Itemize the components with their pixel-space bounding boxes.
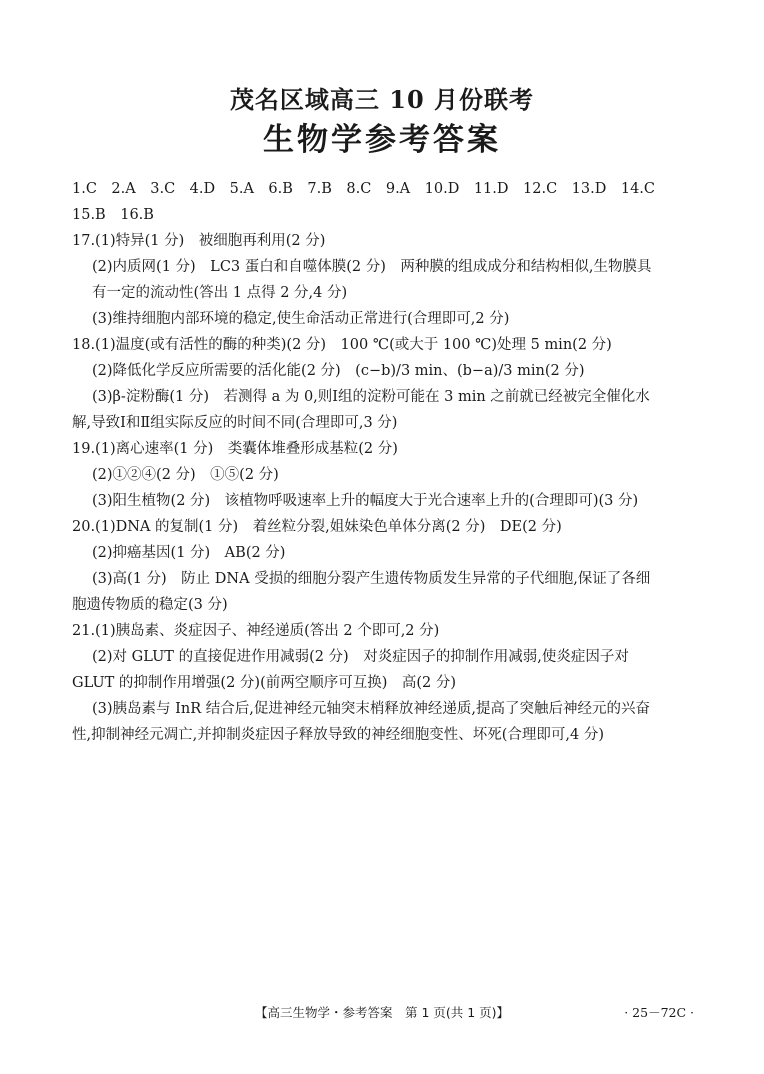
answer-line: (2)内质网(1 分) LC3 蛋白和自噬体膜(2 分) 两种膜的组成成分和结构相似,生物膜具: [92, 259, 652, 275]
answer-line: (3)维持细胞内部环境的稳定,使生命活动正常进行(合理即可,2 分): [92, 311, 510, 327]
answer-line-q18: 18.(1)温度(或有活性的酶的种类)(2 分) 100 ℃(或大于 100 ℃)处理 5 min(2 分): [72, 337, 612, 353]
answer-line: (3)阳生植物(2 分) 该植物呼吸速率上升的幅度大于光合速率上升的(合理即可)(3 分): [92, 493, 639, 509]
page-subtitle: 生物学参考答案: [263, 122, 501, 158]
answer-line-q19: 19.(1)离心速率(1 分) 类囊体堆叠形成基粒(2 分): [72, 441, 398, 457]
answer-line-choice-1: 1.C 2.A 3.C 4.D 5.A 6.B 7.B 8.C 9.A 10.D 11.D 12.C 13.D 14.C: [72, 181, 656, 197]
answer-line: (2)①②④(2 分) ①⑤(2 分): [92, 467, 279, 483]
answer-line: 胞遗传物质的稳定(3 分): [72, 597, 228, 613]
answer-line-q21: 21.(1)胰岛素、炎症因子、神经递质(答出 2 个即可,2 分): [72, 623, 440, 639]
answer-line: (2)对 GLUT 的直接促进作用减弱(2 分) 对炎症因子的抑制作用减弱,使炎症因子对: [92, 649, 629, 665]
answer-line: 性,抑制神经元凋亡,并抑制炎症因子释放导致的神经细胞变性、坏死(合理即可,4 分): [72, 727, 604, 743]
footer-code: · 25－72C ·: [624, 1005, 694, 1020]
answer-line-q17: 17.(1)特异(1 分) 被细胞再利用(2 分): [72, 233, 326, 249]
answer-line: GLUT 的抑制作用增强(2 分)(前两空顺序可互换) 高(2 分): [72, 675, 457, 691]
answer-line: 解,导致Ⅰ和Ⅱ组实际反应的时间不同(合理即可,3 分): [72, 415, 398, 431]
answer-line: (3)β-淀粉酶(1 分) 若测得 a 为 0,则Ⅰ组的淀粉可能在 3 min 之前就已经被完全催化水: [92, 389, 650, 405]
page-footer: [0, 1002, 764, 1024]
answer-line-choice-2: 15.B 16.B: [72, 207, 154, 223]
footer-page-info: 【高三生物学・参考答案 第 1 页(共 1 页)】: [254, 1005, 510, 1020]
answer-line: 有一定的流动性(答出 1 点得 2 分,4 分): [92, 285, 348, 301]
page-title: 茂名区域高三 10 月份联考: [229, 85, 535, 114]
answer-line: (3)高(1 分) 防止 DNA 受损的细胞分裂产生遗传物质发生异常的子代细胞,保证了各细: [92, 571, 651, 587]
answer-line-q20: 20.(1)DNA 的复制(1 分) 着丝粒分裂,姐妹染色单体分离(2 分) DE(2 分): [72, 519, 562, 535]
answer-line: (2)降低化学反应所需要的活化能(2 分) (c−b)/3 min、(b−a)/3 min(2 分): [92, 363, 585, 379]
answer-content: [72, 176, 700, 748]
answer-line: (2)抑癌基因(1 分) AB(2 分): [92, 545, 286, 561]
answer-line: (3)胰岛素与 InR 结合后,促进神经元轴突末梢释放神经递质,提高了突触后神经元的兴奋: [92, 701, 650, 717]
